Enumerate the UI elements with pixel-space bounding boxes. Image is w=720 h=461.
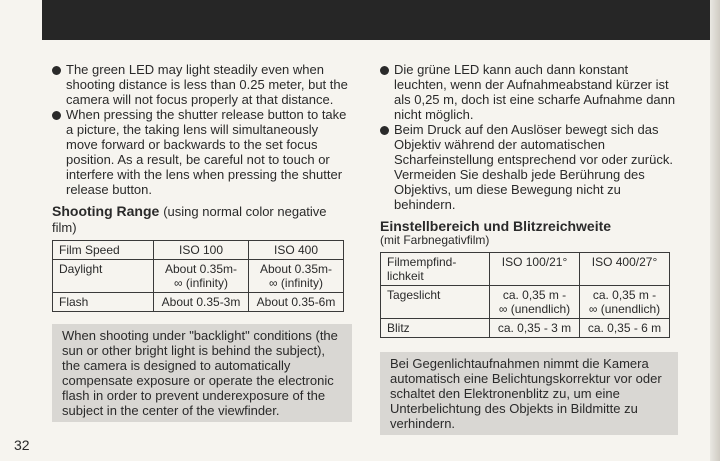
einstellbereich-heading: Einstellbereich und Blitzreichweite (380, 218, 612, 234)
list-item: When pressing the shutter release button to take a picture, the taking lens will simultaneously move forward or backwards to the set focus position. As a result, be careful not to touch or interfere with the lens when pressing the shutter release button. (52, 107, 352, 197)
einstellbereich-table (380, 252, 670, 338)
table-row: Daylight About 0.35m- ∞ (infinity) About 0.35m- ∞ (infinity) (53, 260, 344, 293)
table-row: Filmempfind- lichkeit ISO 100/21° ISO 400/27° (381, 253, 670, 286)
table-row: Tageslicht ca. 0,35 m - ∞ (unendlich) ca. 0,35 m - ∞ (unendlich) (381, 286, 670, 319)
table-row: Blitz ca. 0,35 - 3 m ca. 0,35 - 6 m (381, 319, 670, 338)
bullet-icon (380, 66, 389, 75)
english-bullet-list (52, 62, 352, 197)
shooting-range-heading: Shooting Range (using normal color negative film) (52, 203, 327, 235)
page-number: 32 (14, 437, 30, 453)
page-edge (710, 0, 720, 461)
english-column (52, 62, 352, 422)
bullet-icon (52, 111, 61, 120)
german-column (380, 62, 678, 435)
table-row: Flash About 0.35-3m About 0.35-6m (53, 293, 344, 312)
gegenlicht-note-box: Bei Gegenlichtaufnahmen nimmt die Kamera automatisch eine Belichtungskorrektur vor oder schaltet den Elektronenblitz zu, um eine Unterbelichtung des Objekts in Bildmitte zu verhindern. (380, 352, 678, 435)
bullet-icon (52, 66, 61, 75)
shooting-range-table (52, 240, 344, 312)
list-item: Die grüne LED kann auch dann konstant leuchten, wenn der Aufnahmeabstand kürzer ist als 0,25 m, doch ist eine scharfe Aufnahme dann nicht möglich. (380, 62, 678, 122)
bullet-icon (380, 126, 389, 135)
top-dark-band (42, 0, 710, 40)
list-item: The green LED may light steadily even when shooting distance is less than 0.25 meter, but the camera will not focus properly at that distance. (52, 62, 352, 107)
einstellbereich-subnote: (mit Farbnegativfilm) (380, 233, 490, 247)
german-bullet-list (380, 62, 678, 212)
table-row: Film Speed ISO 100 ISO 400 (53, 241, 344, 260)
list-item: Beim Druck auf den Auslöser bewegt sich das Objektiv während der automatischen Scharfeinstellung entsprechend vor oder zurück. Vermeiden Sie deshalb jede Berührung des Objektivs, um diese Bewegung nicht zu behindern. (380, 122, 678, 212)
backlight-note-box: When shooting under "backlight" conditions (the sun or other bright light is behind the subject), the camera is designed to automatically compensate exposure or operate the electronic flash in order to prevent underexposure of the subject in the center of the viewfinder. (52, 324, 352, 422)
